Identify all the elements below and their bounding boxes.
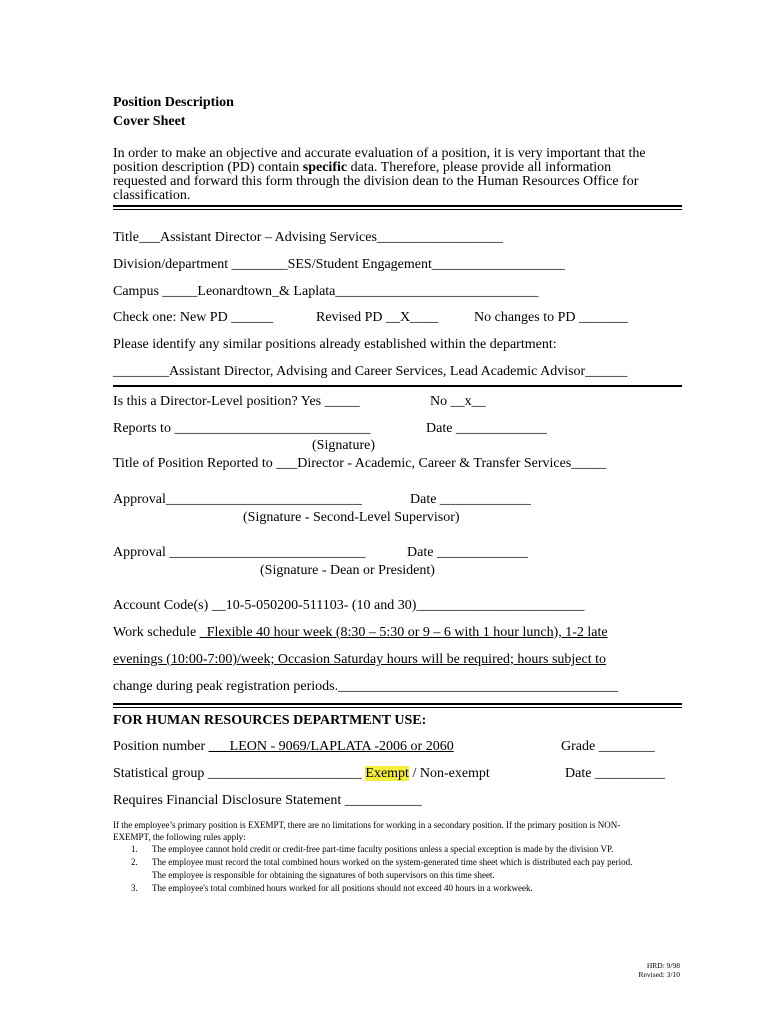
rule-item <box>113 857 632 868</box>
account-code-value[interactable]: __10-5-050200-511103- (10 and 30)________________________ <box>211 598 585 613</box>
rule-item <box>113 870 632 881</box>
hr-date-field[interactable]: Date __________ <box>565 766 665 781</box>
approval-second-level-date[interactable]: Date _____________ <box>410 492 531 507</box>
position-number-row <box>113 739 454 755</box>
division-row <box>113 257 565 273</box>
position-number-label: Position number <box>113 739 209 754</box>
divider-hr-thick <box>113 703 682 705</box>
approval-second-level-caption: (Signature - Second-Level Supervisor) <box>243 510 460 525</box>
rules-intro-1: If the employee’s primary position is EXEMPT, there are no limitations for working in a secondary position. If the primary position is NON- <box>113 820 621 830</box>
director-level-no[interactable]: No __x__ <box>430 394 486 409</box>
reports-to-date[interactable]: Date _____________ <box>426 421 547 436</box>
rule-item <box>113 844 632 855</box>
title-reported-value[interactable]: ___Director - Academic, Career & Transfer Services_____ <box>276 456 607 471</box>
intro-line-3: requested and forward this form through the division dean to the Human Resources Office for <box>113 174 639 189</box>
form-code: HRD: 9/98 <box>646 961 680 970</box>
divider-hr-thin <box>113 707 682 708</box>
approval-dean[interactable]: Approval ____________________________ <box>113 545 366 560</box>
approval-dean-date[interactable]: Date _____________ <box>407 545 528 560</box>
divider-similar <box>113 385 682 387</box>
hr-heading: FOR HUMAN RESOURCES DEPARTMENT USE: <box>113 713 427 728</box>
work-schedule-row <box>113 625 608 641</box>
rule-number: 1. <box>131 844 138 854</box>
campus-label: Campus <box>113 284 163 299</box>
rule-text: The employee cannot hold credit or credit-free part-time faculty positions unless a special exception is made by the division VP. <box>152 844 614 854</box>
work-schedule-label: Work schedule <box>113 625 200 640</box>
position-number-value[interactable]: ___LEON - 9069/LAPLATA -2006 or 2060 <box>208 739 454 754</box>
title-row <box>113 230 503 246</box>
division-label: Division/department <box>113 257 232 272</box>
similar-positions-value[interactable]: ________Assistant Director, Advising and Career Services, Lead Academic Advisor______ <box>113 364 628 379</box>
title-reported-label: Title of Position Reported to <box>113 456 277 471</box>
rule-text: The employee must record the total combined hours worked on the system-generated time sheet which is distributed each pay period. <box>152 857 633 867</box>
intro-line-2-pre: position description (PD) contain <box>113 160 303 175</box>
exempt-option-highlighted[interactable]: Exempt <box>365 766 409 781</box>
form-revised: Revised: 3/10 <box>638 970 680 979</box>
approval-dean-caption: (Signature - Dean or President) <box>260 563 435 578</box>
rule-number: 3. <box>131 883 138 893</box>
reports-to-field[interactable]: Reports to ____________________________ <box>113 421 371 436</box>
statistical-group-label[interactable]: Statistical group ______________________ <box>113 766 366 781</box>
page-title: Position Description <box>113 95 234 110</box>
divider-thin <box>113 209 682 210</box>
rules-intro-2: EXEMPT, the following rules apply: <box>113 832 246 842</box>
signature-caption: (Signature) <box>312 438 375 453</box>
check-one-no-changes[interactable]: No changes to PD _______ <box>474 310 628 325</box>
title-label: Title <box>113 230 139 245</box>
rule-item <box>113 883 632 894</box>
similar-positions-prompt: Please identify any similar positions already established within the department: <box>113 337 557 352</box>
account-code-row <box>113 598 584 614</box>
page-subtitle: Cover Sheet <box>113 114 186 129</box>
account-code-label: Account Code(s) <box>113 598 212 613</box>
campus-value[interactable]: _____Leonardtown_& Laplata_____________________________ <box>162 284 539 299</box>
division-value[interactable]: ________SES/Student Engagement___________________ <box>231 257 565 272</box>
approval-second-level[interactable]: Approval____________________________ <box>113 492 362 507</box>
title-reported-row <box>113 456 606 472</box>
rule-text: The employee is responsible for obtaining the signatures of both supervisors on this time sheet. <box>152 870 495 880</box>
rule-number: 2. <box>131 857 138 867</box>
intro-line-4: classification. <box>113 188 191 203</box>
check-one-revised-pd[interactable]: Revised PD __X____ <box>316 310 439 325</box>
work-schedule-value-2[interactable]: evenings (10:00-7:00)/week; Occasion Saturday hours will be required; hours subject to <box>113 652 606 667</box>
grade-field[interactable]: Grade ________ <box>561 739 655 754</box>
title-value[interactable]: ___Assistant Director – Advising Services__________________ <box>138 230 503 245</box>
work-schedule-value-3[interactable]: change during peak registration periods.________________________________________ <box>113 679 619 694</box>
rules-list <box>113 844 632 894</box>
financial-disclosure-field[interactable]: Requires Financial Disclosure Statement ___________ <box>113 793 422 808</box>
check-one-new-pd[interactable]: Check one: New PD ______ <box>113 310 274 325</box>
intro-emphasis: specific <box>302 160 348 175</box>
rule-text: The employee's total combined hours worked for all positions should not exceed 40 hours in a workweek. <box>152 883 533 893</box>
director-level-yes[interactable]: Is this a Director-Level position? Yes _____ <box>113 394 360 409</box>
non-exempt-option[interactable]: / Non-exempt <box>408 766 490 781</box>
work-schedule-value-1[interactable]: _Flexible 40 hour week (8:30 – 5:30 or 9 – 6 with 1 hour lunch), 1-2 late <box>199 625 608 640</box>
statistical-group-row <box>113 766 490 782</box>
intro-line-2-post: data. Therefore, please provide all information <box>347 160 612 175</box>
intro-line-1: In order to make an objective and accurate evaluation of a position, it is very important that the <box>113 146 646 161</box>
campus-row <box>113 284 538 300</box>
divider-thick <box>113 205 682 207</box>
